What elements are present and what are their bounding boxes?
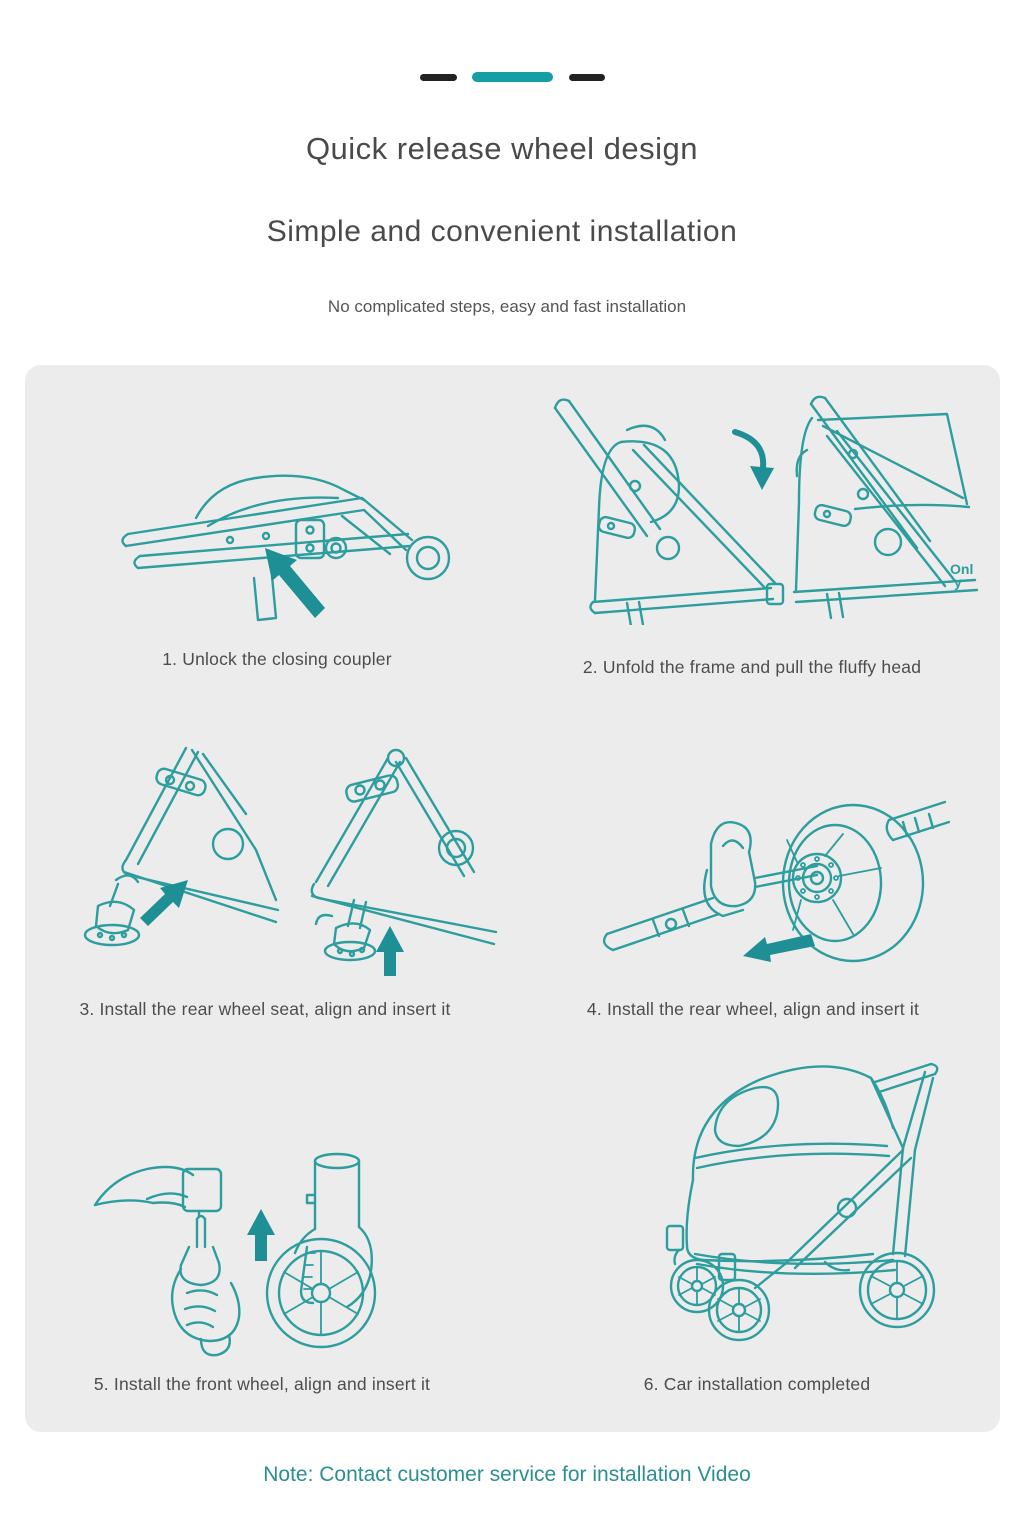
step5-front-wheel-illustration (85, 1143, 410, 1358)
footer-note: Note: Contact customer service for installation Video (263, 1463, 751, 1486)
divider-dash-left-icon (420, 74, 457, 81)
page-title: Quick release wheel design (305, 131, 699, 166)
divider-accent-bar-icon (472, 72, 553, 82)
step2-figure (515, 390, 990, 625)
step6-completed-stroller-illustration (635, 1058, 985, 1348)
step4-rear-wheel-illustration (595, 788, 950, 988)
step5-figure (85, 1143, 410, 1358)
step3-arrow-up-icon (376, 926, 404, 976)
tagline: No complicated steps, easy and fast installation (327, 297, 687, 316)
step4-arrow-left-icon (743, 934, 815, 962)
step2-caption: 2. Unfold the frame and pull the fluffy head (582, 657, 922, 677)
step5-caption: 5. Install the front wheel, align and insert it (93, 1374, 431, 1394)
page-subtitle: Simple and convenient installation (266, 215, 738, 248)
step3-rear-wheel-seat-illustration (60, 732, 500, 982)
step4-figure (595, 788, 950, 988)
step2-curved-arrow-icon (750, 466, 774, 490)
step3-arrow-diagonal-icon (140, 880, 188, 926)
watermark-line2: y (954, 574, 962, 590)
watermark (950, 563, 1000, 589)
step5-arrow-up-icon (247, 1209, 275, 1261)
step1-figure (110, 388, 480, 643)
step2-unfold-frame-illustration (515, 390, 990, 625)
step3-figure (60, 732, 500, 982)
step1-folded-stroller-illustration (110, 388, 480, 643)
step4-caption: 4. Install the rear wheel, align and insert it (586, 999, 920, 1019)
step3-caption: 3. Install the rear wheel seat, align and insert it (79, 999, 451, 1019)
watermark-line1: Onl (950, 561, 974, 577)
step1-caption: 1. Unlock the closing coupler (162, 649, 392, 669)
step6-caption: 6. Car installation completed (643, 1374, 871, 1394)
divider-dash-right-icon (569, 74, 605, 81)
step6-figure (635, 1058, 985, 1348)
